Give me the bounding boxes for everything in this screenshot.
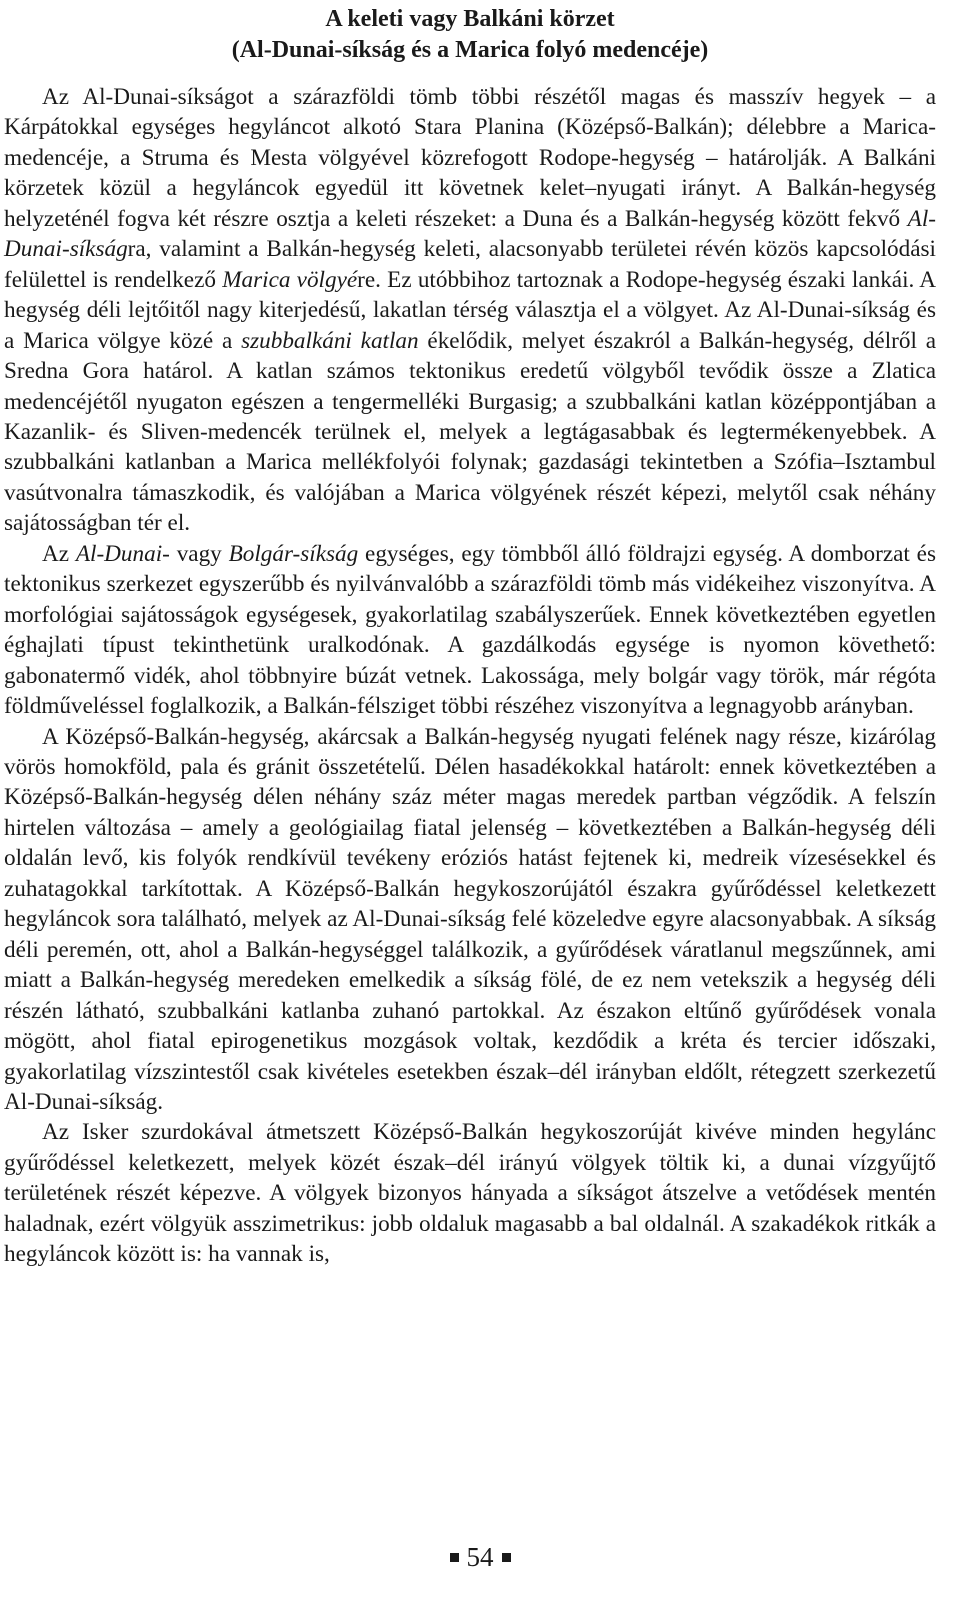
italic-term: Bolgár-síkság bbox=[228, 540, 359, 567]
document-page bbox=[4, 0, 936, 1270]
paragraph bbox=[4, 722, 936, 1118]
paragraph bbox=[4, 82, 936, 539]
italic-term: Al-Dunai-síkság bbox=[4, 205, 936, 263]
text-run: egységes, egy tömbből álló földrajzi egység. A domborzat és tektonikus szerkezet egyszerűbb és nyilvánvalóbb a szárazföldi tömb más vidékeihez viszonyítva. A morfológiai sajátosságok egységesek, gyakorlatilag szabályszerűek. Ennek következtében egyetlen éghajlati típust tekinthetünk uralkodónak. A gazdálkodás egysége is nyomon követhető: gabonatermő vidék, ahol többnyire búzát vetnek. Lakossága, mely bolgár vagy török, már régóta földműveléssel foglalkozik, a Balkán-félsziget többi részéhez viszonyítva a legnagyobb arányban. bbox=[4, 540, 936, 720]
italic-term: Marica völgyé bbox=[222, 266, 358, 293]
page-footer bbox=[0, 1540, 960, 1574]
text-run: vagy bbox=[169, 540, 229, 567]
text-run: A Középső-Balkán-hegység, akárcsak a Balkán-hegység nyugati felének nagy része, kizárólag vörös homokföld, pala és gránit összetételű. Délen hasadékokkal határolt: ennek következtében a Középső-Balkán-hegység délen néhány száz méter magas meredek partban végződik. A felszín hirtelen változása – amely a geológiailag fiatal jelenség – következtében a Balkán-hegység déli oldalán levő, kis folyók rendkívül tevékeny eróziós hatást fejtenek ki, medreik vízesésekkel és zuhatagokkal tarkítottak. A Középső-Balkán hegykoszorújától északra gyűrődéssel keletkezett hegyláncok sora található, melyek az Al-Dunai-síkság felé közeledve egyre alacsonyabbak. A síkság déli peremén, ott, ahol a Balkán-hegységgel találkozik, a gyűrődések váratlanul megszűnnek, ami miatt a Balkán-hegység meredeken emelkedik a síkság fölé, de ez nem vetekszik a hegység déli részén látható, szubbalkáni katlanba zuhanó partokkal. Az északon eltűnő gyűrődések vonala mögött, ahol fiatal epirogenetikus mozgások voltak, kezdődik a kréta és tercier időszaki, gyakorlatilag vízszintestől csak kivételes esetekben észak–dél irányban eldőlt, rétegzett szerkezetű Al-Dunai-síkság. bbox=[4, 723, 936, 1115]
text-run: Az bbox=[42, 540, 76, 567]
square-bullet-icon bbox=[450, 1553, 459, 1562]
body-text bbox=[4, 82, 936, 1270]
text-run: ékelődik, melyet északról a Balkán-hegység, délről a Sredna Gora határol. A katlan számos tektonikus eredetű völgyből tevődik össze a Zlatica medencéjétől nyugaton egészen a tengermelléki Burgasig; a szubbalkáni katlan középpontjában a Kazanlik- és Sliven-medencék terülnek el, melyek a legtágasabbak és legtermékenyebbek. A szubbalkáni katlanban a Marica mellékfolyói folynak; gazdasági tekintetben a Szófia–Isztambul vasútvonalra támaszkodik, és valójában a Marica völgyének részét képezi, melytől csak néhány sajátosságban tér el. bbox=[4, 327, 936, 537]
text-run: re. Ez utóbbihoz tartoznak a Rodope-hegység északi lankái. A hegység déli lejtőitől nagy kiterjedésű, lakatlan térség választja el a völgyet. Az Al-Dunai-síkság és a Marica völgye közé a bbox=[4, 266, 937, 354]
text-run: ra, valamint a Balkán-hegység keleti, alacsonyabb területei révén közös kapcsolódási felülettel is rendelkező bbox=[4, 236, 936, 293]
paragraph bbox=[4, 1117, 936, 1269]
page-number: 54 bbox=[466, 1542, 494, 1572]
section-title: A keleti vagy Balkáni körzet bbox=[325, 6, 615, 32]
text-run: Az Isker szurdokával átmetszett Középső-Balkán hegykoszorúját kivéve minden hegylánc gyűrődéssel keletkezett, melyek közét észak–dél irányú völgyek töltik ki, a dunai vízgyűjtő területének részét képezve. A völgyek bizonyos hányada a síkságot átszelve a vetődések mentén haladnak, ezért völgyük asszimetrikus: jobb oldaluk magasabb a bal oldalnál. A szakadékok ritkák a hegyláncok között is: ha vannak is, bbox=[4, 1119, 936, 1268]
paragraph bbox=[4, 539, 936, 722]
italic-term: Al-Dunai- bbox=[75, 540, 170, 567]
text-run: Az Al-Dunai-síkságot a szárazföldi tömb többi részétől magas és masszív hegyek – a Kárpátokkal egységes hegyláncot alkotó Stara Planina (Középső-Balkán); délebbre a Marica-medencéje, a Struma és Mesta völgyével közrefogott Rodope-hegység – határolják. A Balkáni körzetek közül a hegyláncok egyedül itt követnek kelet–nyugati irányt. A Balkán-hegység helyzeténél fogva két részre osztja a keleti részeket: a Duna és a Balkán-hegység között fekvő bbox=[4, 84, 936, 232]
section-subtitle: (Al-Dunai-síkság és a Marica folyó medencéje) bbox=[231, 37, 709, 63]
square-bullet-icon bbox=[502, 1553, 511, 1562]
italic-term: szubbalkáni katlan bbox=[241, 327, 419, 354]
